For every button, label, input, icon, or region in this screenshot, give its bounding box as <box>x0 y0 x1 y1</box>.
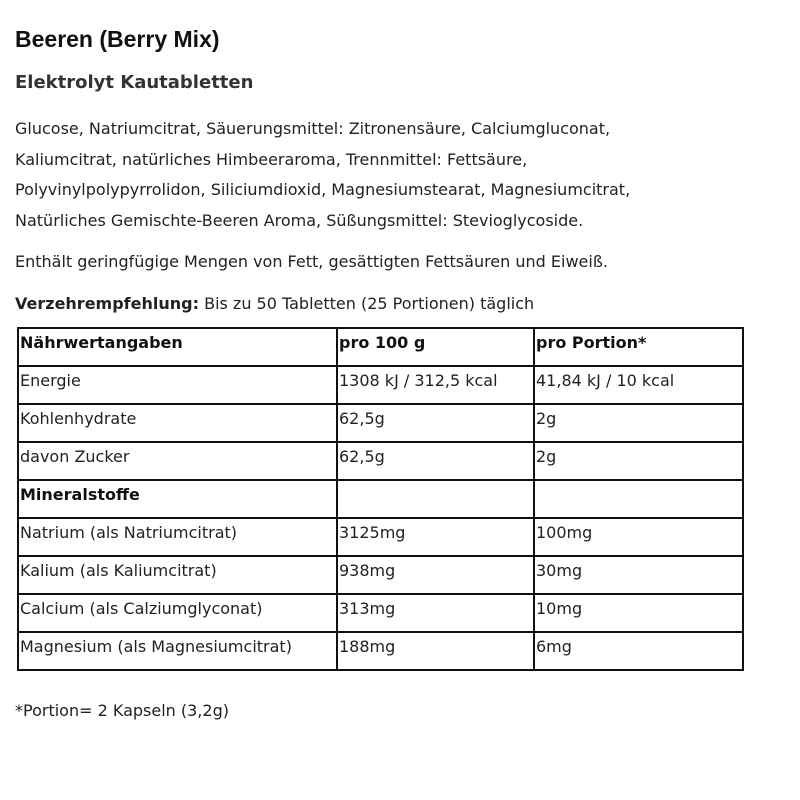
contains-notice: Enthält geringfügige Mengen von Fett, gesättigten Fettsäuren und Eiweiß. <box>15 252 608 271</box>
ingredients-line: Kaliumcitrat, natürliches Himbeeraroma, Trennmittel: Fettsäure, <box>15 149 528 169</box>
portion-footnote: *Portion= 2 Kapseln (3,2g) <box>15 701 229 720</box>
table-cell: 10mg <box>534 594 743 632</box>
table-cell: 3125mg <box>337 518 534 556</box>
table-cell: 938mg <box>337 556 534 594</box>
header-cell <box>534 328 743 366</box>
table-cell: 313mg <box>337 594 534 632</box>
nutrition-table <box>17 327 744 671</box>
table-row <box>18 366 743 404</box>
header-label: Nährwertangaben <box>20 333 183 352</box>
table-row <box>18 442 743 480</box>
table-cell: Kalium (als Kaliumcitrat) <box>18 556 337 594</box>
table-row <box>18 632 743 670</box>
table-header-row <box>18 328 743 366</box>
table-cell: 188mg <box>337 632 534 670</box>
ingredients-line: Natürliches Gemischte-Beeren Aroma, Süßungsmittel: Stevioglycoside. <box>15 210 584 230</box>
product-title: Beeren (Berry Mix) <box>15 26 220 52</box>
header-cell <box>337 328 534 366</box>
table-cell: 62,5g <box>337 404 534 442</box>
table-cell: Natrium (als Natriumcitrat) <box>18 518 337 556</box>
recommendation-text: Bis zu 50 Tabletten (25 Portionen) täglich <box>199 294 535 313</box>
ingredients-text <box>15 114 775 236</box>
table-cell: 30mg <box>534 556 743 594</box>
table-cell: 1308 kJ / 312,5 kcal <box>337 366 534 404</box>
table-cell: 41,84 kJ / 10 kcal <box>534 366 743 404</box>
table-cell: 2g <box>534 442 743 480</box>
table-cell: Magnesium (als Magnesiumcitrat) <box>18 632 337 670</box>
table-row <box>18 594 743 632</box>
recommendation <box>15 292 534 316</box>
table-cell: 6mg <box>534 632 743 670</box>
table-row <box>18 404 743 442</box>
header-cell <box>18 328 337 366</box>
table-cell <box>534 480 743 518</box>
table-cell: davon Zucker <box>18 442 337 480</box>
table-cell: 2g <box>534 404 743 442</box>
table-row <box>18 518 743 556</box>
table-row <box>18 556 743 594</box>
ingredients-line: Glucose, Natriumcitrat, Säuerungsmittel: Zitronensäure, Calciumgluconat, <box>15 119 611 138</box>
table-cell <box>337 480 534 518</box>
section-label: Mineralstoffe <box>20 485 140 504</box>
recommendation-label: Verzehrempfehlung: <box>15 294 199 313</box>
table-cell: 62,5g <box>337 442 534 480</box>
section-cell <box>18 480 337 518</box>
header-label: pro 100 g <box>339 333 426 352</box>
ingredients-line: Polyvinylpolypyrrolidon, Siliciumdioxid, Magnesiumstearat, Magnesiumcitrat, <box>15 180 631 199</box>
header-label: pro Portion* <box>536 333 647 352</box>
table-cell: 100mg <box>534 518 743 556</box>
product-subtitle: Elektrolyt Kautabletten <box>15 72 254 93</box>
table-cell: Kohlenhydrate <box>18 404 337 442</box>
table-cell: Energie <box>18 366 337 404</box>
table-cell: Calcium (als Calziumglyconat) <box>18 594 337 632</box>
table-section-row <box>18 480 743 518</box>
